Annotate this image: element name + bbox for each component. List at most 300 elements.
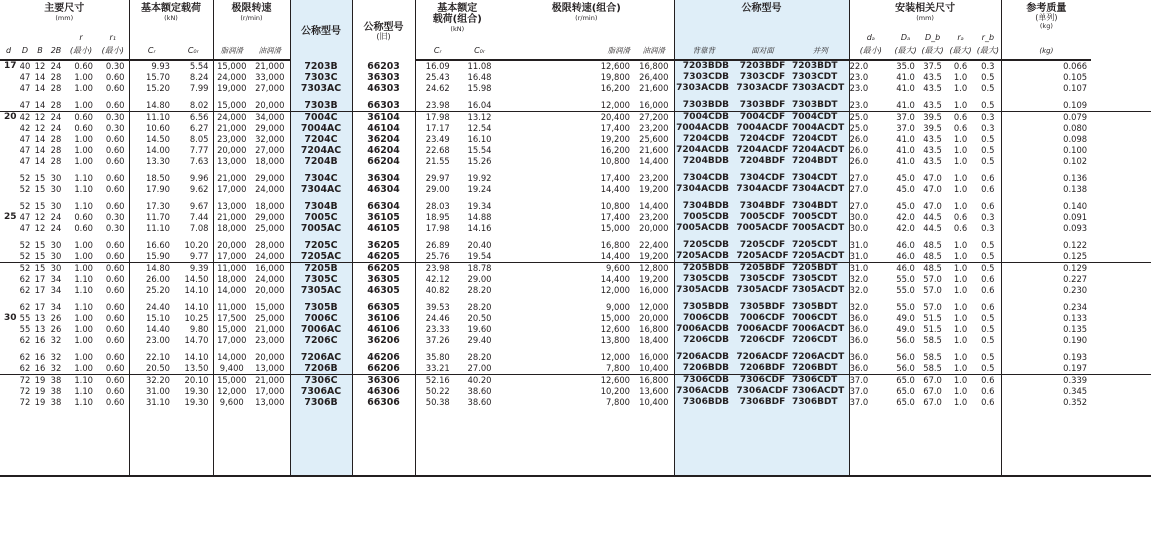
- header-grease-combo: 脂润滑: [499, 45, 634, 60]
- cell-combo-speed-oil: 10,400: [639, 397, 669, 407]
- cell-chamfer-r: 1.10: [74, 184, 93, 194]
- table-row: [0, 397, 1151, 408]
- cell-load-C0r: 6.27: [189, 123, 209, 133]
- cell-combo-speed-grease: 12,000: [600, 352, 631, 362]
- header-ra-symbol: rₐ: [957, 33, 964, 42]
- cell-combo-load-Cr: 22.68: [415, 145, 460, 156]
- cell-mount-ra: [946, 425, 975, 436]
- cell-load-C0r: 9.77: [189, 251, 209, 261]
- row-spacer: [1091, 156, 1151, 167]
- cell-mount-da: 30.0: [849, 223, 892, 234]
- cell-pair-back-to-back: 7205ACDB: [674, 251, 733, 263]
- cell-bore-d: [0, 363, 17, 375]
- cell-mount-Db: 67.0: [923, 386, 942, 396]
- cell-designation-old: 36305: [352, 274, 415, 285]
- cell-chamfer-r1: 0.30: [105, 123, 125, 133]
- cell-pair-tandem: 7305BDT: [792, 302, 849, 313]
- cell-speed-grease: 17,000: [213, 251, 250, 263]
- cell-combo-load-C0r: 15.54: [467, 145, 492, 155]
- cell-bore-d: 30: [4, 313, 17, 323]
- cell-pair-back-to-back: 7205BDB: [674, 263, 733, 275]
- cell-pair-tandem: 7303ACDT: [792, 83, 849, 94]
- cell-mount-rb: 0.6: [981, 302, 995, 312]
- cell-mount-Da: 46.0: [892, 263, 919, 275]
- header-back-to-back: 背靠背: [674, 45, 733, 60]
- cell-combo-speed-oil: 16,000: [639, 100, 669, 110]
- table-row: [0, 251, 1151, 263]
- cell-outer-D: 72: [19, 386, 31, 396]
- cell-combo-speed-oil: 20,000: [639, 313, 669, 323]
- cell-mount-da: 36.0: [849, 335, 892, 346]
- cell-combo-speed-oil: 23,200: [639, 123, 669, 133]
- cell-outer-D: [17, 425, 33, 436]
- header-r1-symbol: r₁: [109, 33, 116, 42]
- cell-chamfer-r: 1.00: [74, 335, 93, 345]
- cell-mount-Db: 39.5: [919, 112, 946, 124]
- cell-load-Cr: 11.10: [129, 223, 174, 234]
- cell-speed-oil: 33,000: [255, 72, 285, 82]
- cell-speed-oil: 34,000: [250, 112, 290, 124]
- cell-combo-load-C0r: 11.08: [467, 61, 492, 71]
- cell-mass: 0.339: [1001, 375, 1091, 387]
- cell-combo-load-C0r: 12.54: [467, 123, 492, 133]
- cell-mount-Da: 45.0: [896, 201, 915, 211]
- cell-chamfer-r: [65, 414, 97, 425]
- cell-mount-da: 25.0: [849, 112, 892, 124]
- table-row: [0, 453, 1151, 464]
- cell-mount-Db: 57.0: [923, 274, 942, 284]
- cell-combo-load-Cr: 24.62: [415, 83, 460, 94]
- cell-combo-speed-grease: 14,400: [600, 184, 631, 194]
- cell-pair-back-to-back: 7306BDB: [674, 397, 733, 408]
- cell-chamfer-r1: 0.60: [105, 363, 125, 373]
- cell-mount-rb: 0.6: [981, 397, 995, 407]
- cell-bore-d: [0, 83, 17, 94]
- cell-mass: [1001, 425, 1091, 436]
- table-row: [0, 263, 1151, 275]
- cell-mount-da: 31.0: [849, 240, 892, 251]
- cell-width-B: 14: [34, 145, 46, 155]
- cell-mount-Da: 41.0: [896, 134, 915, 144]
- cell-mount-da: 36.0: [849, 313, 892, 324]
- cell-mount-da: 32.0: [849, 285, 892, 296]
- cell-load-C0r: 14.50: [184, 274, 209, 284]
- cell-combo-speed-grease: [499, 464, 634, 476]
- cell-speed-oil: [250, 414, 290, 425]
- cell-combo-speed-oil: 26,400: [639, 72, 669, 82]
- cell-pair-face-to-face: 7303ACDF: [733, 83, 792, 94]
- cell-designation: 7306C: [290, 375, 352, 387]
- cell-speed-grease: 15,000: [213, 324, 250, 335]
- cell-speed-grease: 11,000: [213, 302, 250, 313]
- cell-combo-load-Cr: 50.38: [415, 397, 460, 408]
- cell-combo-load-Cr: [415, 414, 460, 425]
- cell-mount-ra: 1.0: [953, 285, 968, 295]
- cell-chamfer-r1: 0.60: [105, 251, 125, 261]
- cell-mount-Da: 56.0: [896, 335, 915, 345]
- cell-chamfer-r: 1.00: [74, 72, 93, 82]
- table-row: [0, 313, 1151, 324]
- cell-pair-face-to-face: 7205ACDF: [733, 251, 792, 263]
- cell-mount-da: 23.0: [849, 72, 892, 83]
- cell-chamfer-r: 1.10: [65, 375, 97, 387]
- cell-combo-load-C0r: 14.16: [467, 223, 492, 233]
- cell-speed-oil: 16,000: [250, 263, 290, 275]
- cell-designation-old: 46206: [352, 352, 415, 363]
- cell-width-B: 15: [34, 201, 46, 211]
- cell-mount-ra: 1.0: [953, 274, 968, 284]
- header-2B: 2B: [47, 45, 65, 60]
- row-spacer: [1091, 134, 1151, 145]
- cell-chamfer-r1: 0.60: [105, 100, 125, 110]
- cell-bore-d: [0, 184, 17, 195]
- cell-pair-back-to-back: 7305ACDB: [674, 285, 733, 296]
- cell-mount-da: 36.0: [849, 352, 892, 363]
- cell-mount-ra: 1.0: [953, 156, 968, 166]
- cell-width-2B: 26: [50, 324, 62, 334]
- cell-designation: 7303C: [290, 72, 352, 83]
- cell-load-C0r: 9.62: [189, 184, 209, 194]
- header-Da-max: (最大): [892, 45, 919, 60]
- cell-mass: 0.105: [1001, 72, 1091, 83]
- cell-pair-tandem: [792, 436, 849, 447]
- cell-bore-d: [0, 414, 17, 425]
- cell-load-Cr: 22.10: [129, 352, 174, 363]
- cell-mount-rb: 0.5: [975, 263, 1001, 275]
- cell-bore-d: [0, 335, 17, 346]
- cell-pair-face-to-face: 7305BDF: [733, 302, 792, 313]
- cell-designation-old: 66303: [352, 100, 415, 112]
- cell-bore-d: [0, 453, 17, 464]
- cell-load-Cr: 11.10: [129, 112, 174, 124]
- cell-pair-back-to-back: 7303CDB: [674, 72, 733, 83]
- cell-mass: 0.102: [1001, 156, 1091, 167]
- cell-mount-rb: 0.3: [981, 61, 995, 71]
- cell-chamfer-r1: 0.60: [97, 375, 129, 387]
- cell-mount-rb: 0.6: [981, 184, 995, 194]
- cell-chamfer-r1: 0.30: [105, 212, 125, 222]
- cell-speed-oil: 21,000: [255, 324, 285, 334]
- cell-mount-Da: 49.0: [896, 324, 915, 334]
- cell-mass: 0.136: [1001, 173, 1091, 184]
- cell-speed-grease: [213, 464, 250, 476]
- cell-load-C0r: 10.20: [184, 240, 209, 250]
- cell-combo-load-C0r: 18.78: [460, 263, 499, 275]
- cell-mass: 0.098: [1001, 134, 1091, 145]
- cell-mount-da: 26.0: [849, 156, 892, 167]
- cell-mount-ra: 1.0: [953, 363, 968, 373]
- cell-pair-tandem: 7204CDT: [792, 134, 849, 145]
- cell-bore-d: [0, 156, 17, 167]
- cell-outer-D: 52: [19, 173, 31, 183]
- cell-width-B: [33, 436, 47, 447]
- cell-speed-grease: 15,000: [213, 100, 250, 112]
- cell-combo-load-Cr: 28.03: [415, 201, 460, 212]
- cell-outer-D: 52: [19, 251, 31, 261]
- cell-mount-da: 26.0: [849, 134, 892, 145]
- cell-width-2B: 28: [50, 156, 62, 166]
- cell-mount-Db: 43.5: [923, 156, 942, 166]
- cell-pair-back-to-back: 7006CDB: [674, 313, 733, 324]
- cell-mass: [1001, 414, 1091, 425]
- cell-mount-da: 36.0: [849, 324, 892, 335]
- cell-speed-grease: 17,000: [213, 184, 250, 195]
- table-row: [0, 83, 1151, 94]
- cell-combo-speed-grease: 15,000: [600, 313, 631, 323]
- header-install-dims: 安装相关尺寸 (mm): [849, 0, 1001, 33]
- cell-mass: 0.122: [1001, 240, 1091, 251]
- cell-mount-Da: 65.0: [896, 386, 915, 396]
- cell-mount-ra: 1.0: [953, 386, 968, 396]
- row-spacer: [1091, 201, 1151, 212]
- cell-load-C0r: 7.63: [189, 156, 209, 166]
- cell-chamfer-r: 1.00: [74, 324, 93, 334]
- cell-combo-speed-grease: 10,800: [600, 201, 631, 211]
- cell-chamfer-r: [65, 425, 97, 436]
- cell-combo-load-C0r: 16.04: [467, 100, 492, 110]
- cell-combo-load-C0r: 16.10: [467, 134, 492, 144]
- cell-chamfer-r: 1.10: [74, 397, 93, 407]
- cell-load-Cr: 25.20: [129, 285, 174, 296]
- cell-mount-Db: 37.5: [923, 61, 942, 71]
- cell-mass: 0.140: [1001, 201, 1091, 212]
- row-spacer: [1091, 240, 1151, 251]
- cell-combo-load-Cr: 29.00: [415, 184, 460, 195]
- cell-chamfer-r: 1.10: [74, 285, 93, 295]
- cell-load-Cr: 14.80: [129, 100, 174, 112]
- cell-pair-face-to-face: 7206ACDF: [733, 352, 792, 363]
- cell-bore-d: [0, 134, 17, 145]
- cell-width-B: [33, 464, 47, 476]
- cell-mount-ra: 1.0: [946, 263, 975, 275]
- cell-designation: [290, 453, 352, 464]
- cell-combo-speed-grease: 9,600: [499, 263, 634, 275]
- cell-speed-oil: 25,000: [255, 223, 285, 233]
- cell-speed-oil: 13,000: [255, 363, 285, 373]
- table-row: [0, 285, 1151, 296]
- cell-width-B: 14: [34, 83, 46, 93]
- cell-chamfer-r1: 0.60: [105, 397, 125, 407]
- cell-width-B: 15: [34, 240, 46, 250]
- cell-mass: 0.125: [1001, 251, 1091, 263]
- cell-mount-Da: 55.0: [896, 274, 915, 284]
- cell-speed-oil: 13,000: [255, 397, 285, 407]
- cell-mount-Db: 57.0: [923, 302, 942, 312]
- cell-chamfer-r: 1.10: [74, 274, 93, 284]
- cell-speed-grease: 20,000: [213, 240, 250, 251]
- cell-speed-oil: 15,000: [255, 302, 285, 312]
- cell-designation: [290, 464, 352, 476]
- cell-mount-Da: 46.0: [896, 240, 915, 250]
- cell-width-2B: 28: [50, 145, 62, 155]
- cell-mount-ra: 1.0: [953, 313, 968, 323]
- cell-load-Cr: 15.90: [129, 251, 174, 263]
- header-designation: 公称型号: [290, 0, 352, 60]
- cell-pair-tandem: 7304CDT: [792, 173, 849, 184]
- row-spacer: [1091, 302, 1151, 313]
- cell-combo-load-Cr: 23.98: [415, 263, 460, 275]
- cell-outer-D: 62: [19, 363, 31, 373]
- cell-width-B: 15: [34, 184, 46, 194]
- cell-mount-Db: 43.5: [923, 83, 942, 93]
- cell-pair-tandem: 7305CDT: [792, 274, 849, 285]
- cell-load-Cr: 16.60: [129, 240, 174, 251]
- row-spacer: [1091, 223, 1151, 234]
- cell-pair-face-to-face: 7306ACDF: [733, 386, 792, 397]
- header-Cr: Cᵣ: [129, 45, 174, 60]
- cell-pair-back-to-back: [674, 436, 733, 447]
- cell-load-Cr: 15.10: [129, 313, 174, 324]
- cell-speed-grease: [213, 414, 250, 425]
- cell-designation-old: 36106: [352, 313, 415, 324]
- cell-combo-load-C0r: 19.92: [467, 173, 492, 183]
- cell-pair-face-to-face: 7205CDF: [733, 240, 792, 251]
- cell-pair-face-to-face: 7306BDF: [733, 397, 792, 408]
- cell-designation: 7306AC: [290, 386, 352, 397]
- header-ra-max: (最大): [946, 45, 975, 60]
- cell-pair-face-to-face: 7206BDF: [733, 363, 792, 375]
- cell-combo-speed-grease: 12,600: [499, 375, 634, 387]
- cell-chamfer-r: 0.60: [74, 61, 93, 71]
- row-spacer: [1091, 397, 1151, 408]
- cell-width-2B: 30: [50, 173, 62, 183]
- cell-width-B: 15: [34, 251, 46, 261]
- cell-pair-tandem: 7204BDT: [792, 156, 849, 167]
- cell-mount-rb: 0.6: [981, 386, 995, 396]
- cell-designation-old: 36206: [352, 335, 415, 346]
- cell-mount-Da: 42.0: [896, 223, 915, 233]
- cell-pair-tandem: 7206ACDT: [792, 352, 849, 363]
- cell-speed-grease: 13,000: [213, 156, 250, 167]
- cell-outer-D: 47: [19, 72, 31, 82]
- row-spacer: [1091, 184, 1151, 195]
- cell-mount-Db: [919, 425, 946, 436]
- cell-combo-load-Cr: [415, 464, 460, 476]
- cell-combo-speed-oil: 16,000: [639, 352, 669, 362]
- cell-width-B: 15: [34, 263, 46, 273]
- header-designation-combo: 公称型号: [674, 0, 849, 33]
- cell-mount-da: 31.0: [849, 263, 892, 275]
- cell-load-Cr: 31.00: [129, 386, 174, 397]
- table-row: [0, 436, 1151, 447]
- cell-chamfer-r1: 0.60: [105, 313, 125, 323]
- cell-outer-D: [17, 453, 33, 464]
- cell-combo-speed-oil: 18,400: [639, 335, 669, 345]
- cell-speed-grease: 13,000: [213, 201, 250, 212]
- cell-pair-back-to-back: 7006ACDB: [674, 324, 733, 335]
- row-spacer: [1091, 123, 1151, 134]
- cell-designation: 7204B: [290, 156, 352, 167]
- cell-width-2B: [47, 453, 65, 464]
- cell-pair-tandem: [792, 464, 849, 476]
- cell-speed-grease: 21,000: [213, 123, 250, 134]
- cell-mount-rb: 0.5: [981, 100, 995, 110]
- cell-mount-ra: 1.0: [953, 184, 968, 194]
- cell-mount-Db: 48.5: [919, 263, 946, 275]
- cell-designation: 7205B: [290, 263, 352, 275]
- cell-combo-speed-oil: 16,800: [639, 61, 669, 71]
- cell-speed-oil: 20,000: [255, 285, 285, 295]
- cell-mass: 0.091: [1001, 212, 1091, 223]
- table-row: [0, 60, 1151, 72]
- cell-mount-Db: 43.5: [923, 145, 942, 155]
- cell-combo-speed-oil: 12,800: [634, 263, 674, 275]
- cell-designation: [290, 436, 352, 447]
- cell-combo-speed-oil: 22,400: [639, 240, 669, 250]
- cell-speed-oil: 29,000: [255, 123, 285, 133]
- cell-bore-d: 25: [4, 212, 17, 222]
- cell-outer-D: 42: [17, 112, 33, 124]
- cell-pair-tandem: 7303CDT: [792, 72, 849, 83]
- header-oil-combo: 油润滑: [634, 45, 674, 60]
- cell-designation: 7006C: [290, 313, 352, 324]
- cell-pair-back-to-back: 7005ACDB: [674, 223, 733, 234]
- cell-width-B: 14: [34, 156, 46, 166]
- cell-pair-face-to-face: 7305CDF: [733, 274, 792, 285]
- cell-bore-d: [0, 123, 17, 134]
- cell-width-2B: 38: [47, 375, 65, 387]
- cell-mount-Da: 46.0: [896, 251, 915, 261]
- cell-combo-speed-grease: 10,800: [600, 156, 631, 166]
- cell-combo-load-C0r: 15.26: [467, 156, 492, 166]
- cell-width-2B: 28: [50, 100, 62, 110]
- cell-chamfer-r1: [97, 436, 129, 447]
- cell-chamfer-r: 1.10: [74, 201, 93, 211]
- cell-width-B: 16: [34, 363, 46, 373]
- cell-bore-d: [0, 274, 17, 285]
- cell-mass: 0.066: [1001, 60, 1091, 72]
- cell-combo-load-C0r: 38.60: [467, 397, 492, 407]
- cell-chamfer-r: 1.10: [74, 386, 93, 396]
- row-spacer: [1091, 263, 1151, 275]
- cell-designation: 7204AC: [290, 145, 352, 156]
- cell-mount-Db: [919, 453, 946, 464]
- cell-chamfer-r1: 0.30: [105, 61, 125, 71]
- cell-designation-old: 66205: [352, 263, 415, 275]
- cell-mount-rb: 0.5: [981, 83, 995, 93]
- cell-pair-tandem: 7203BDT: [792, 60, 849, 72]
- cell-designation: [290, 414, 352, 425]
- cell-speed-grease: 9,400: [213, 363, 250, 375]
- cell-mount-rb: 0.5: [981, 251, 995, 261]
- cell-combo-load-Cr: 17.98: [415, 112, 460, 124]
- cell-speed-grease: 18,000: [213, 274, 250, 285]
- cell-width-B: 16: [34, 335, 46, 345]
- cell-outer-D: 62: [19, 285, 31, 295]
- cell-combo-load-C0r: 15.98: [467, 83, 492, 93]
- cell-load-C0r: 9.67: [189, 201, 209, 211]
- cell-mount-Db: 39.5: [923, 123, 942, 133]
- cell-designation-old: [352, 453, 415, 464]
- cell-speed-oil: 18,000: [255, 201, 285, 211]
- table-row: [0, 156, 1151, 167]
- cell-combo-load-Cr: 18.95: [415, 212, 460, 223]
- cell-combo-load-C0r: [460, 453, 499, 464]
- cell-mount-da: 36.0: [849, 363, 892, 375]
- header-B: B: [33, 45, 47, 60]
- cell-speed-oil: 24,000: [255, 251, 285, 261]
- row-spacer: [1091, 453, 1151, 464]
- cell-combo-speed-grease: 7,800: [606, 397, 631, 407]
- cell-speed-oil: 24,000: [255, 184, 285, 194]
- header-designation-old: 公称型号 (旧): [352, 0, 415, 60]
- cell-mount-rb: 0.5: [981, 240, 995, 250]
- table-row: [0, 363, 1151, 375]
- cell-load-Cr: 15.70: [129, 72, 174, 83]
- cell-load-Cr: 14.50: [129, 134, 174, 145]
- cell-pair-face-to-face: 7004ACDF: [733, 123, 792, 134]
- cell-speed-grease: 14,000: [213, 352, 250, 363]
